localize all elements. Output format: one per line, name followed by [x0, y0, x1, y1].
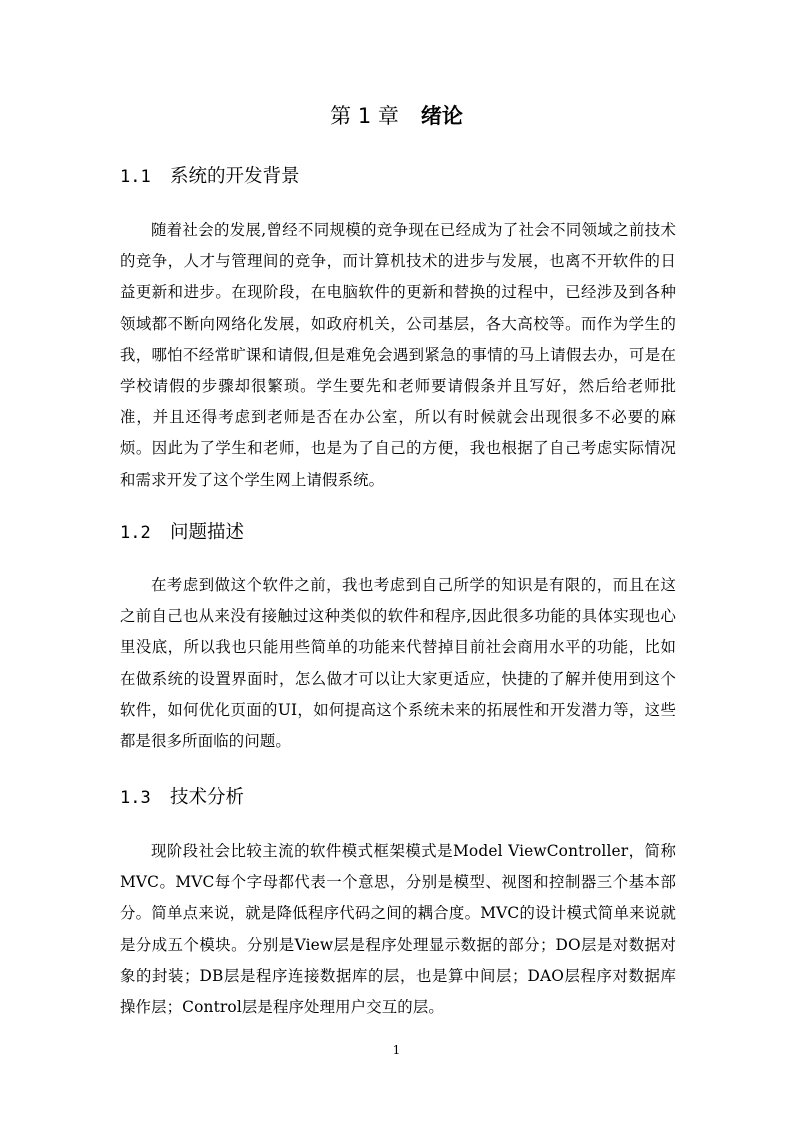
section-paragraph-technology: 现阶段社会比较主流的软件模式框架模式是Model ViewController，简称MVC。MVC每个字母都代表一个意思，分别是模型、视图和控制器三个基本部分。简单点来说，就是降低程序代码之间的耦合度。MVC的设计模式简单来说就是分成五个模块。分别是View层是程序处理显示数据的部分；DO层是对数据对象的封装；DB层是程序连接数据库的层，也是算中间层；DAO层程序对数据库操作层；Control层是程序处理用户交互的层。 [120, 842, 676, 1017]
page-number: 1 [392, 1043, 401, 1057]
section-number: 1.1 [120, 167, 151, 187]
section-title: 问题描述 [170, 522, 245, 543]
chapter-name: 绪论 [420, 104, 463, 128]
chapter-title [0, 100, 793, 132]
section-heading-problem [120, 519, 244, 547]
section-paragraph-problem: 在考虑到做这个软件之前，我也考虑到自己所学的知识是有限的，而且在这之前自己也从来没有接触过这种类似的软件和程序,因此很多功能的具体实现也心里没底，所以我也只能用些简单的功能来代替掉目前社会商用水平的功能，比如在做系统的设置界面时，怎么做才可以让大家更适应，快捷的了解并使用到这个软件，如何优化页面的UI，如何提高这个系统未来的拓展性和开发潜力等，这些都是很多所面临的问题。 [120, 576, 676, 751]
section-number: 1.2 [120, 523, 151, 543]
section-title: 系统的开发背景 [170, 166, 300, 187]
section-heading-background [120, 163, 300, 191]
chapter-number: 第 1 章 [330, 104, 399, 128]
section-number: 1.3 [120, 788, 151, 808]
section-paragraph-background: 随着社会的发展,曾经不同规模的竞争现在已经成为了社会不同领域之前技术的竞争，人才与管理间的竞争，而计算机技术的进步与发展，也离不开软件的日益更新和进步。在现阶段，在电脑软件的更新和替换的过程中，已经涉及到各种领域都不断向网络化发展，如政府机关，公司基层，各大高校等。而作为学生的我，哪怕不经常旷课和请假,但是难免会遇到紧急的事情的马上请假去办，可是在学校请假的步骤却很繁琐。学生要先和老师要请假条并且写好，然后给老师批准，并且还得考虑到老师是否在办公室，所以有时候就会出现很多不必要的麻烦。因此为了学生和老师，也是为了自己的方便，我也根据了自己考虑实际情况和需求开发了这个学生网上请假系统。 [120, 221, 676, 489]
section-heading-technology [120, 784, 244, 812]
section-title: 技术分析 [170, 787, 245, 808]
